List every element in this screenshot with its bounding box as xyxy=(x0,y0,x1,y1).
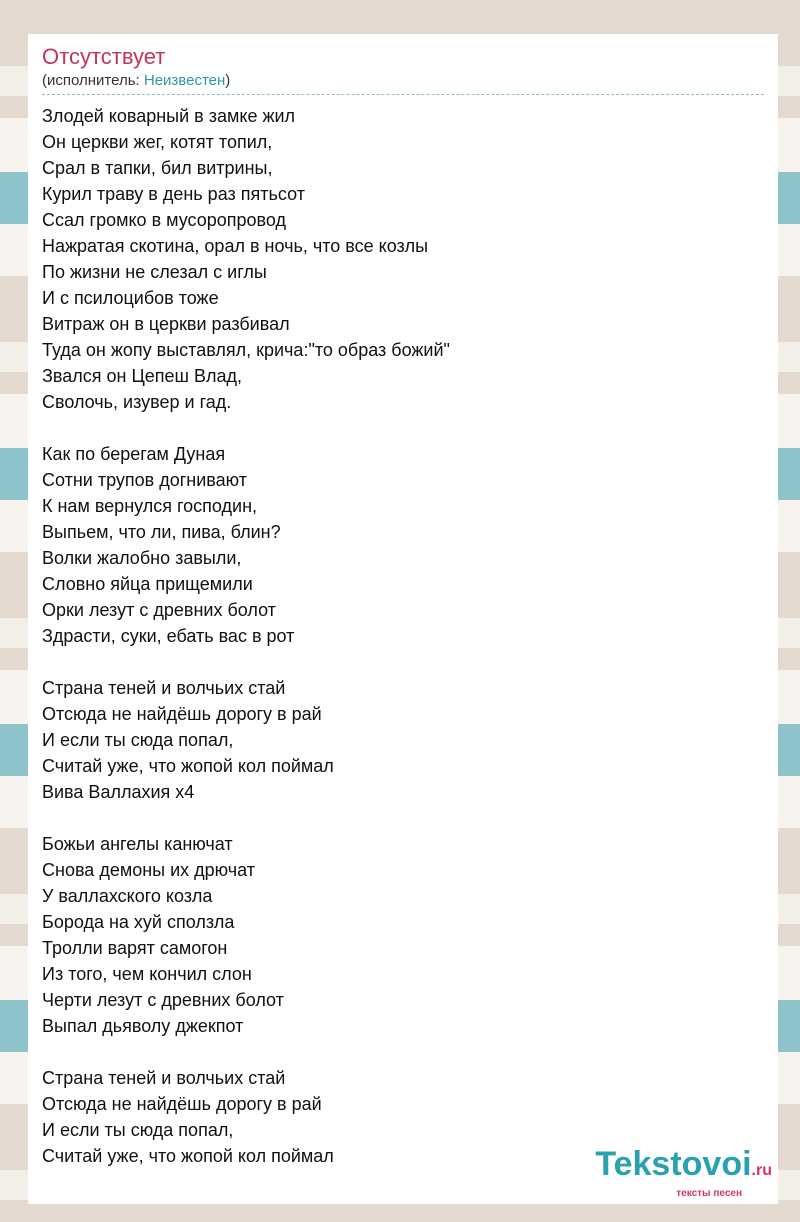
lyrics-body xyxy=(42,103,764,1169)
lyric-line: Отсюда не найдёшь дорогу в рай xyxy=(42,704,322,724)
lyric-line: Волки жалобно завыли, xyxy=(42,548,242,568)
stanza-break xyxy=(42,805,764,831)
artist-line xyxy=(42,71,764,95)
lyric-line: Борода на хуй сползла xyxy=(42,912,235,932)
lyric-line: Из того, чем кончил слон xyxy=(42,964,252,984)
lyric-line: Сволочь, изувер и гад. xyxy=(42,392,232,412)
lyric-line: Считай уже, что жопой кол поймал xyxy=(42,756,334,776)
logo-tld: .ru xyxy=(751,1162,772,1179)
lyric-line: Звался он Цепеш Влад, xyxy=(42,366,242,386)
lyric-line: К нам вернулся господин, xyxy=(42,496,258,516)
lyric-line: Здрасти, суки, ебать вас в рот xyxy=(42,626,295,646)
artist-suffix: ) xyxy=(225,72,231,89)
stanza-break xyxy=(42,1039,764,1065)
lyric-line: Тролли варят самогон xyxy=(42,938,228,958)
lyric-line: Черти лезут с древних болот xyxy=(42,990,284,1010)
lyric-line: Словно яйца прищемили xyxy=(42,574,253,594)
lyric-line: Туда он жопу выставлял, крича:"то образ божий" xyxy=(42,340,450,360)
lyric-line: Выпьем, что ли, пива, блин? xyxy=(42,522,281,542)
lyric-line: Отсюда не найдёшь дорогу в рай xyxy=(42,1094,322,1114)
lyric-line: Считай уже, что жопой кол поймал xyxy=(42,1146,334,1166)
lyric-line: Он церкви жег, котят топил, xyxy=(42,132,273,152)
artist-prefix: (исполнитель: xyxy=(42,72,144,89)
lyric-line: И если ты сюда попал, xyxy=(42,1120,234,1140)
stanza-break xyxy=(42,415,764,441)
lyric-line: Курил траву в день раз пятьсот xyxy=(42,184,305,204)
lyric-line: Выпал дьяволу джекпот xyxy=(42,1016,244,1036)
lyric-line: Злодей коварный в замке жил xyxy=(42,106,296,126)
lyric-line: Витраж он в церкви разбивал xyxy=(42,314,290,334)
lyric-line: У валлахского козла xyxy=(42,886,213,906)
song-title: Отсутствует xyxy=(42,44,166,69)
logo-name: Tekstovoi xyxy=(595,1145,752,1183)
lyric-line: Ссал громко в мусоропровод xyxy=(42,210,286,230)
lyric-line: По жизни не слезал с иглы xyxy=(42,262,267,282)
lyric-line: Страна теней и волчьих стай xyxy=(42,1068,286,1088)
lyric-line: И с псилоцибов тоже xyxy=(42,288,219,308)
lyric-line: Орки лезут с древних болот xyxy=(42,600,276,620)
lyric-line: И если ты сюда попал, xyxy=(42,730,234,750)
lyric-line: Нажратая скотина, орал в ночь, что все козлы xyxy=(42,236,429,256)
stanza-break xyxy=(42,649,764,675)
lyric-line: Сотни трупов догнивают xyxy=(42,470,248,490)
logo-tagline: тексты песен xyxy=(676,1188,742,1199)
site-logo[interactable] xyxy=(595,1147,772,1200)
artist-link[interactable]: Неизвестен xyxy=(143,72,226,89)
lyric-line: Вива Валлахия x4 xyxy=(42,782,195,802)
lyric-line: Страна теней и волчьих стай xyxy=(42,678,286,698)
lyric-line: Как по берегам Дуная xyxy=(42,444,226,464)
logo-wordmark xyxy=(595,1147,772,1188)
lyric-line: Снова демоны их дрючат xyxy=(42,860,256,880)
lyric-line: Божьи ангелы канючат xyxy=(42,834,233,854)
lyrics-card xyxy=(28,34,778,1204)
lyric-line: Срал в тапки, бил витрины, xyxy=(42,158,273,178)
